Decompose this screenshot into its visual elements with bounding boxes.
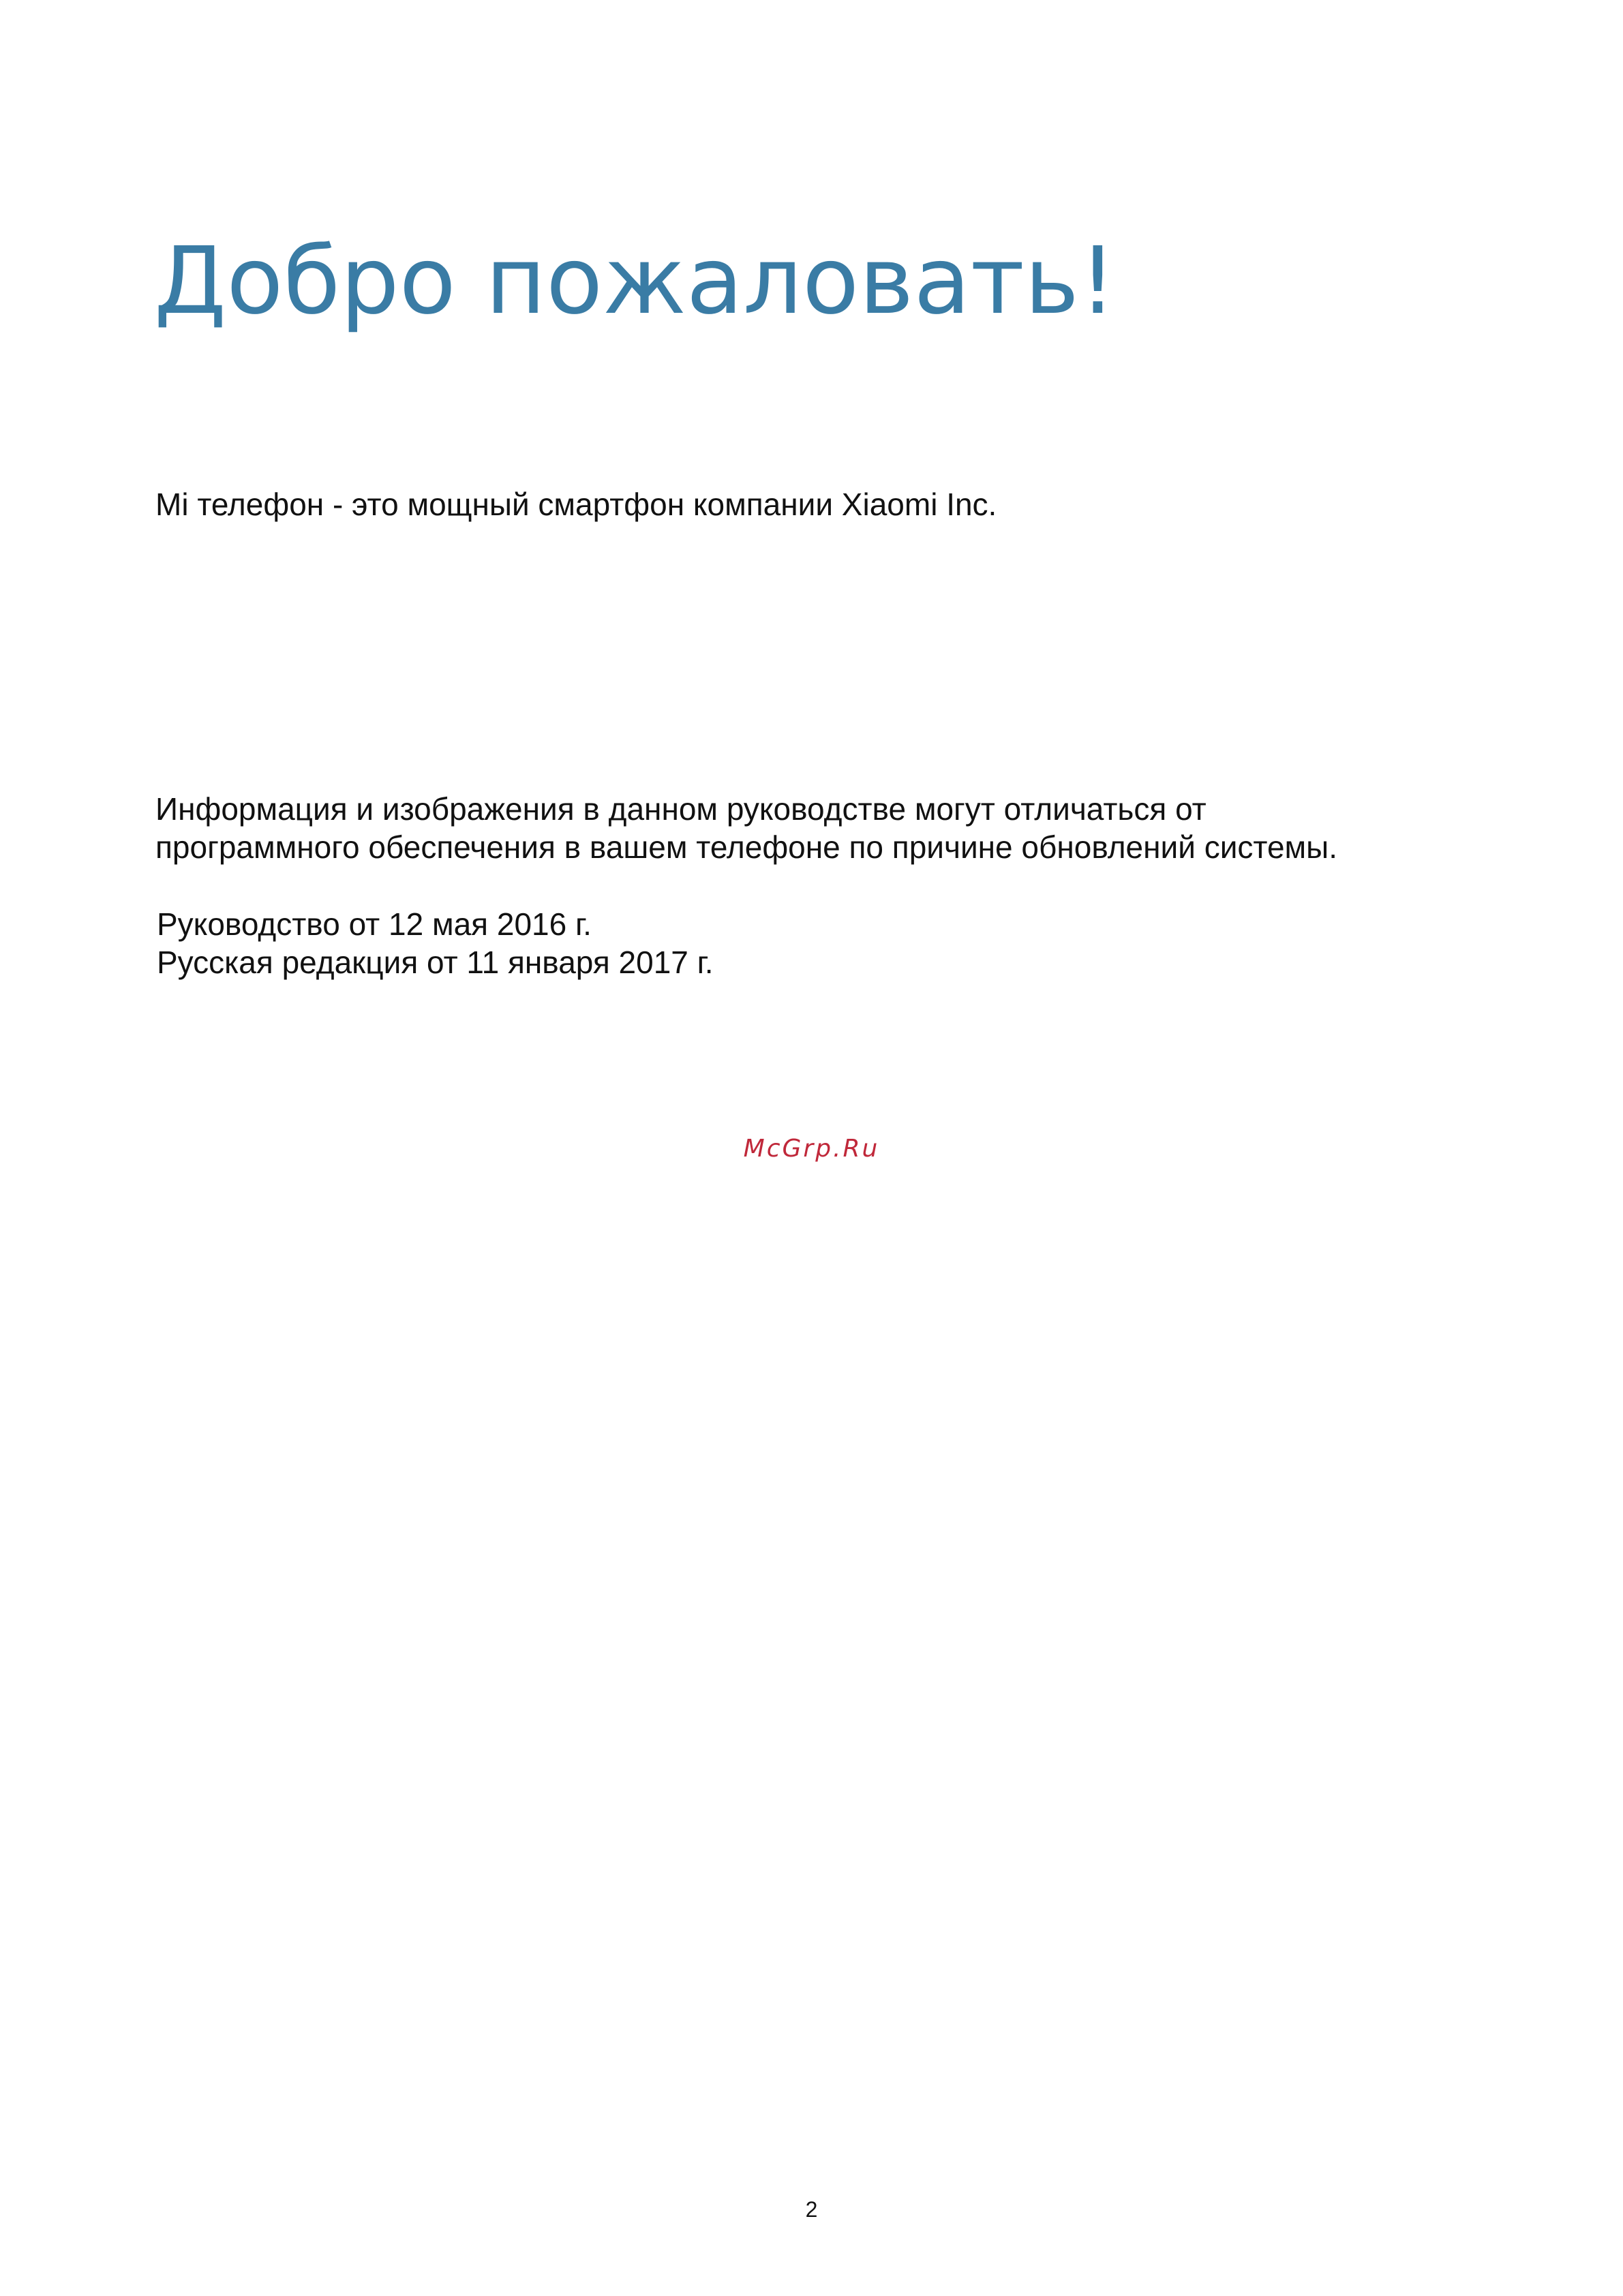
edition-dates	[157, 905, 714, 981]
watermark: McGrp.Ru	[743, 1135, 880, 1163]
russian-edition-date: Русская редакция от 11 января 2017 г.	[157, 945, 714, 980]
manual-date: Руководство от 12 мая 2016 г.	[157, 906, 592, 942]
disclaimer-line: программного обеспечения в вашем телефоне по причине обновлений системы.	[155, 829, 1338, 865]
disclaimer-paragraph	[155, 790, 1337, 866]
disclaimer-line: Информация и изображения в данном руководстве могут отличаться от	[155, 791, 1207, 827]
intro-text: Mi телефон - это мощный смартфон компании Xiaomi Inc.	[155, 487, 997, 522]
page-title: Добро пожаловать!	[154, 228, 1117, 335]
page-number: 2	[805, 2197, 818, 2222]
